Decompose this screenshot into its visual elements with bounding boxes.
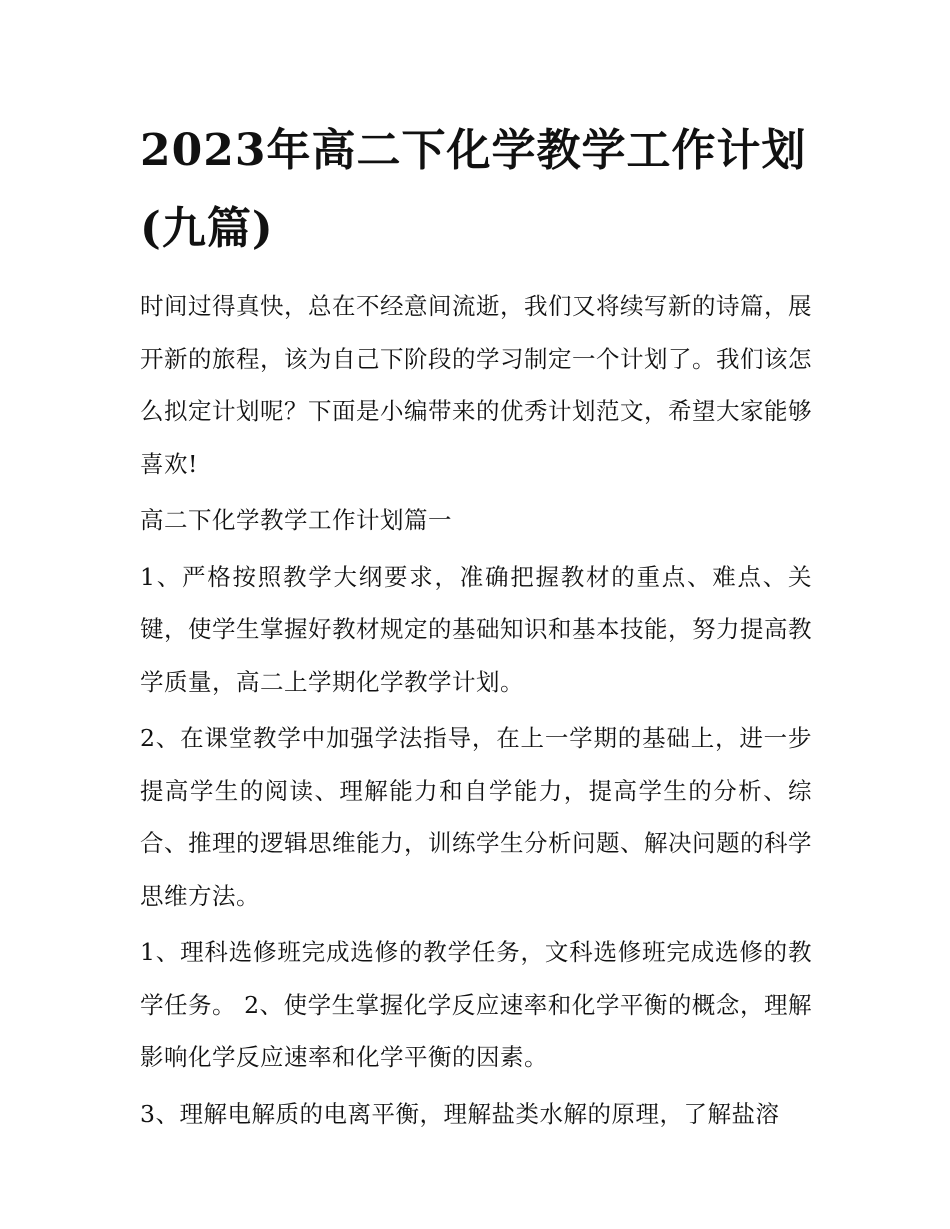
document-page — [140, 112, 812, 1144]
section-heading: 高二下化学教学工作计划篇一 — [140, 506, 452, 534]
document-title: 2023年高二下化学教学工作计划(九篇) — [140, 125, 807, 254]
paragraph-item: 1、严格按照教学大纲要求，准确把握教材的重点、难点、关键，使学生掌握好教材规定的基础知识和基本技能，努力提高教学质量，高二上学期化学教学计划。 — [140, 562, 812, 696]
intro-paragraph: 时间过得真快，总在不经意间流逝，我们又将续写新的诗篇，展开新的旅程，该为自己下阶段的学习制定一个计划了。我们该怎么拟定计划呢？下面是小编带来的优秀计划范文，希望大家能够喜欢! — [140, 292, 812, 478]
paragraph-item: 2、在课堂教学中加强学法指导，在上一学期的基础上，进一步提高学生的阅读、理解能力和自学能力，提高学生的分析、综合、推理的逻辑思维能力，训练学生分析问题、解决问题的科学思维方法。 — [140, 724, 812, 910]
paragraph-item: 3、理解电解质的电离平衡，理解盐类水解的原理，了解盐溶 — [140, 1099, 780, 1128]
paragraph-item: 1、理科选修班完成选修的教学任务，文科选修班完成选修的教学任务。 2、使学生掌握化学反应速率和化学平衡的概念，理解影响化学反应速率和化学平衡的因素。 — [140, 938, 812, 1071]
